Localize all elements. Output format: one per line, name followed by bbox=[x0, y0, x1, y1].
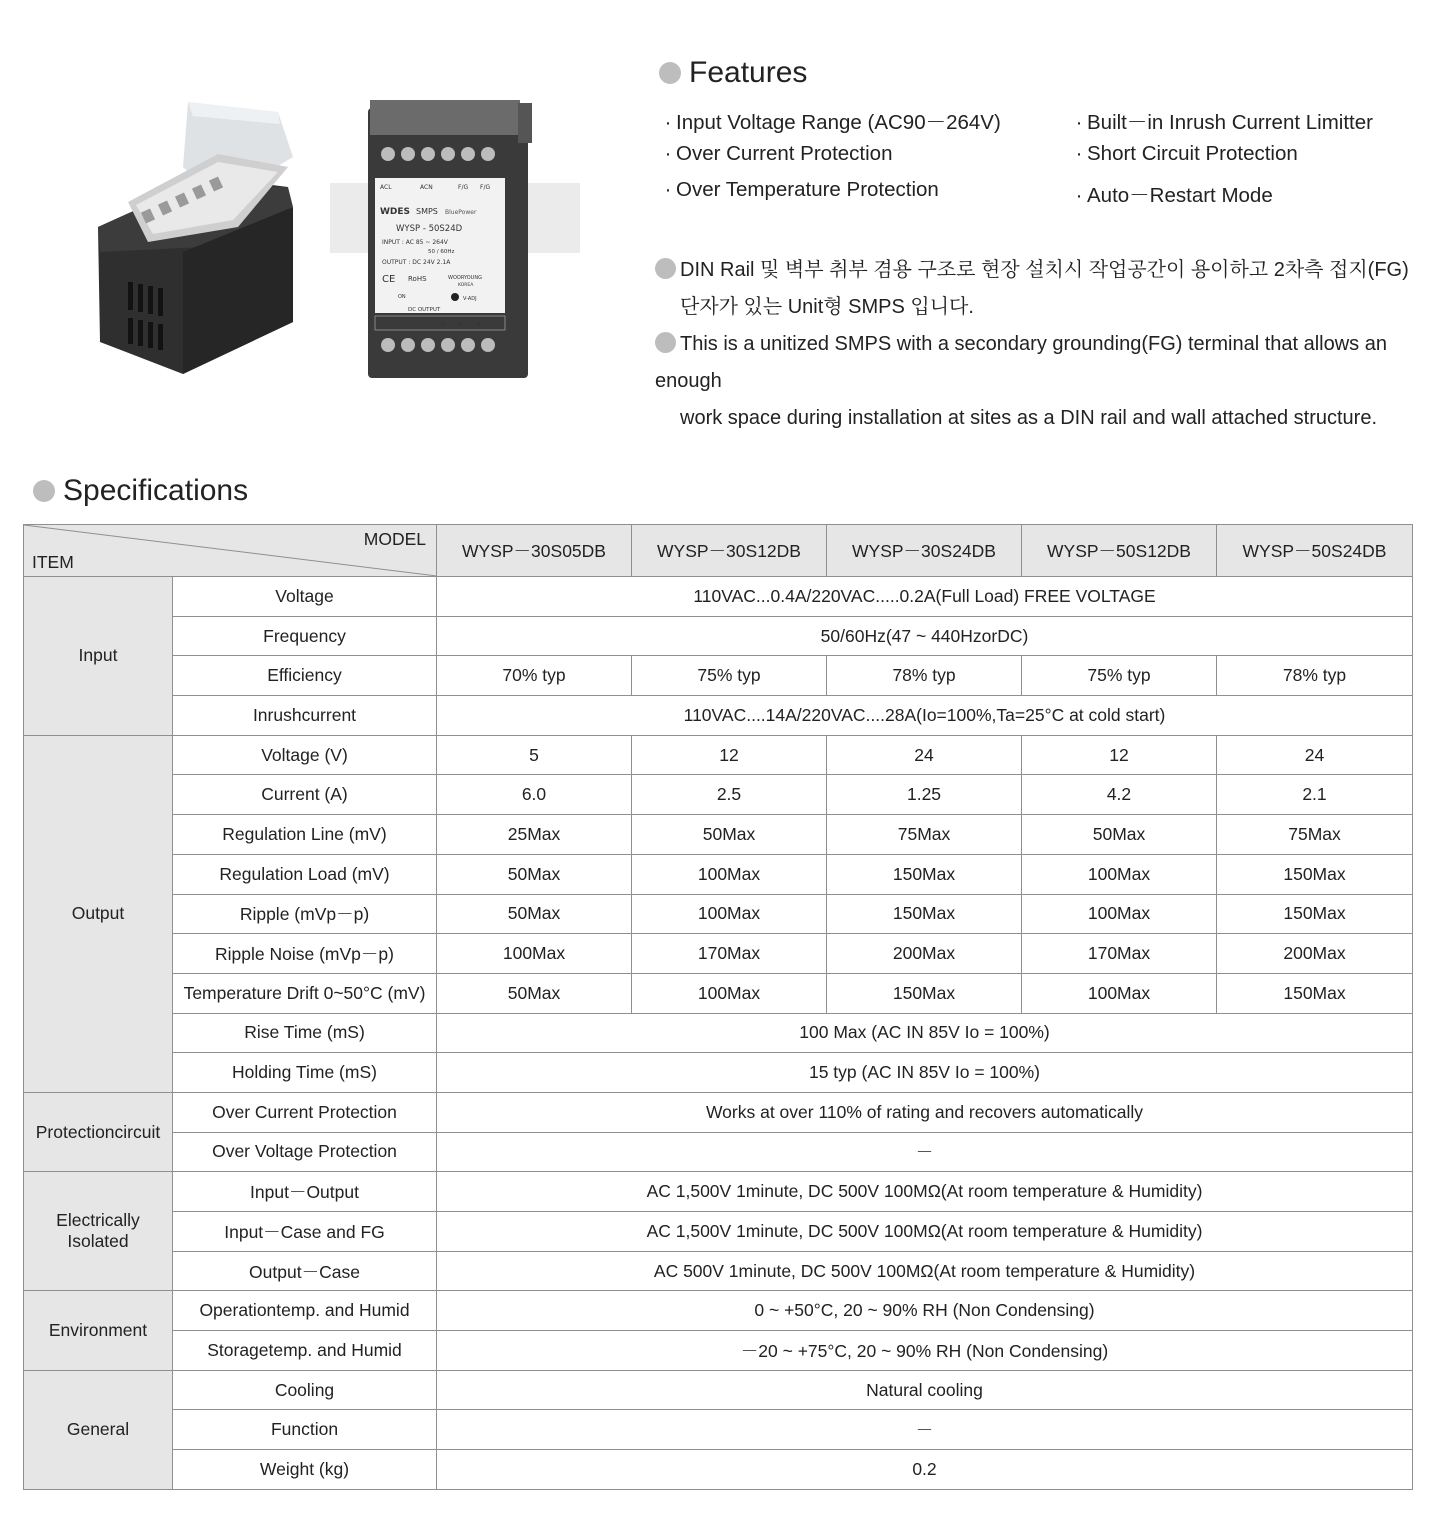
group-general: General bbox=[24, 1370, 173, 1489]
cell-value: 75Max bbox=[1217, 815, 1413, 855]
row-label: Storagetemp. and Humid bbox=[173, 1331, 437, 1371]
model-header: WYSP－30S12DB bbox=[632, 525, 827, 577]
row-label: Efficiency bbox=[173, 656, 437, 696]
label-dc-output: DC OUTPUT bbox=[408, 307, 441, 313]
cell-value: 100Max bbox=[1022, 973, 1217, 1013]
row-label: Weight (kg) bbox=[173, 1450, 437, 1490]
label-ce: CE bbox=[382, 274, 396, 285]
cell-value: 24 bbox=[827, 735, 1022, 775]
cell-value: 170Max bbox=[1022, 934, 1217, 974]
cell-value: 150Max bbox=[1217, 973, 1413, 1013]
group-isolated: Electrically Isolated bbox=[24, 1172, 173, 1291]
label-on: ON bbox=[398, 294, 406, 300]
cell-value: 100Max bbox=[1022, 894, 1217, 934]
cell-value: 100Max bbox=[632, 894, 827, 934]
row-label: Ripple (mVp－p) bbox=[173, 894, 437, 934]
row-value: AC 1,500V 1minute, DC 500V 100MΩ(At room temperature & Humidity) bbox=[437, 1172, 1413, 1212]
row-label: Cooling bbox=[173, 1370, 437, 1410]
specifications-title: Specifications bbox=[63, 474, 249, 507]
table-row bbox=[24, 1251, 1413, 1291]
label-input: INPUT : AC 85 ~ 264V bbox=[382, 239, 448, 246]
cell-value: 2.5 bbox=[632, 775, 827, 815]
cell-value: 100Max bbox=[437, 934, 632, 974]
table-row bbox=[24, 973, 1413, 1013]
cell-value: 150Max bbox=[1217, 894, 1413, 934]
table-row bbox=[24, 616, 1413, 656]
bullet-icon bbox=[33, 480, 55, 502]
table-row bbox=[24, 1331, 1413, 1371]
group-environment: Environment bbox=[24, 1291, 173, 1370]
feature-item: · Over Temperature Protection bbox=[664, 178, 939, 201]
model-header: WYSP－50S12DB bbox=[1022, 525, 1217, 577]
feature-item: · Built－in Inrush Current Limitter bbox=[1075, 111, 1373, 134]
row-value: Works at over 110% of rating and recovers automatically bbox=[437, 1092, 1413, 1132]
row-label: Rise Time (mS) bbox=[173, 1013, 437, 1053]
label-acn: ACN bbox=[420, 184, 433, 191]
table-row bbox=[24, 854, 1413, 894]
feature-item: · Short Circuit Protection bbox=[1075, 142, 1298, 165]
label-fg1: F/G bbox=[458, 184, 469, 191]
row-value: AC 500V 1minute, DC 500V 100MΩ(At room temperature & Humidity) bbox=[437, 1251, 1413, 1291]
label-series: BluePower bbox=[445, 209, 477, 216]
row-value: 110VAC....14A/220VAC....28A(Io=100%,Ta=25°C at cold start) bbox=[437, 696, 1413, 736]
table-row bbox=[24, 775, 1413, 815]
cell-value: 70% typ bbox=[437, 656, 632, 696]
row-label: Voltage bbox=[173, 577, 437, 617]
cell-value: 1.25 bbox=[827, 775, 1022, 815]
cell-value: 100Max bbox=[632, 973, 827, 1013]
table-row bbox=[24, 656, 1413, 696]
cell-value: 150Max bbox=[827, 894, 1022, 934]
row-value: Natural cooling bbox=[437, 1370, 1413, 1410]
cell-value: 6.0 bbox=[437, 775, 632, 815]
polarity-4: + bbox=[440, 320, 446, 328]
cell-value: 78% typ bbox=[1217, 656, 1413, 696]
row-label: Voltage (V) bbox=[173, 735, 437, 775]
cell-value: 78% typ bbox=[827, 656, 1022, 696]
description-english: This is a unitized SMPS with a secondary grounding(FG) terminal that allows an enough work space during installation at sites as a DIN rail and wall attached structure. bbox=[655, 333, 1387, 429]
table-row bbox=[24, 1013, 1413, 1053]
table-row bbox=[24, 1132, 1413, 1172]
vadj-knob-icon bbox=[451, 293, 459, 301]
table-row bbox=[24, 934, 1413, 974]
label-acl: ACL bbox=[380, 184, 392, 191]
label-output: OUTPUT : DC 24V 2.1A bbox=[382, 259, 451, 266]
cell-value: 25Max bbox=[437, 815, 632, 855]
cell-value: 5 bbox=[437, 735, 632, 775]
table-row bbox=[24, 815, 1413, 855]
cell-value: 150Max bbox=[1217, 854, 1413, 894]
product-image-wall-mount bbox=[88, 92, 318, 382]
cell-value: 12 bbox=[632, 735, 827, 775]
cell-value: 200Max bbox=[1217, 934, 1413, 974]
row-value: AC 1,500V 1minute, DC 500V 100MΩ(At room temperature & Humidity) bbox=[437, 1212, 1413, 1252]
polarity-2: － bbox=[402, 320, 409, 328]
table-row bbox=[24, 1370, 1413, 1410]
row-label: Regulation Line (mV) bbox=[173, 815, 437, 855]
cell-value: 50Max bbox=[632, 815, 827, 855]
label-model: WYSP - 50S24D bbox=[396, 224, 463, 234]
label-freq: 50 / 60Hz bbox=[428, 249, 455, 255]
cell-value: 200Max bbox=[827, 934, 1022, 974]
row-value: － bbox=[437, 1132, 1413, 1172]
row-value: －20 ~ +75°C, 20 ~ 90% RH (Non Condensing) bbox=[437, 1331, 1413, 1371]
feature-item: · Over Current Protection bbox=[664, 142, 893, 165]
label-smps: SMPS bbox=[416, 207, 438, 216]
row-value: 0 ~ +50°C, 20 ~ 90% RH (Non Condensing) bbox=[437, 1291, 1413, 1331]
cell-value: 4.2 bbox=[1022, 775, 1217, 815]
table-row bbox=[24, 894, 1413, 934]
model-header: WYSP－30S24DB bbox=[827, 525, 1022, 577]
polarity-5: + bbox=[458, 320, 464, 328]
table-row bbox=[24, 1450, 1413, 1490]
polarity-6: + bbox=[476, 320, 482, 328]
row-label: Frequency bbox=[173, 616, 437, 656]
cell-value: 12 bbox=[1022, 735, 1217, 775]
model-header: WYSP－30S05DB bbox=[437, 525, 632, 577]
label-maker: WOORYOUNG bbox=[448, 275, 482, 281]
table-row bbox=[24, 1212, 1413, 1252]
cell-value: 50Max bbox=[437, 854, 632, 894]
row-label: Holding Time (mS) bbox=[173, 1053, 437, 1093]
row-label: Output－Case bbox=[173, 1251, 437, 1291]
description-korean: DIN Rail 및 벽부 취부 겸용 구조로 현장 설치시 작업공간이 용이하고 2차측 접지(FG) 단자가 있는 Unit형 SMPS 입니다. bbox=[655, 252, 1409, 326]
label-country: KOREA bbox=[458, 283, 474, 288]
row-value: － bbox=[437, 1410, 1413, 1450]
row-label: Current (A) bbox=[173, 775, 437, 815]
row-label: Regulation Load (mV) bbox=[173, 854, 437, 894]
bullet-icon bbox=[659, 62, 681, 84]
cell-value: 100Max bbox=[1022, 854, 1217, 894]
table-row bbox=[24, 1410, 1413, 1450]
group-protection: Protectioncircuit bbox=[24, 1092, 173, 1171]
cell-value: 100Max bbox=[632, 854, 827, 894]
cell-value: 50Max bbox=[437, 894, 632, 934]
cell-value: 24 bbox=[1217, 735, 1413, 775]
cell-value: 75% typ bbox=[632, 656, 827, 696]
features-title: Features bbox=[689, 56, 808, 89]
table-row bbox=[24, 577, 1413, 617]
bullet-icon bbox=[655, 258, 676, 279]
row-label: Over Current Protection bbox=[173, 1092, 437, 1132]
table-row bbox=[24, 1291, 1413, 1331]
row-label: Ripple Noise (mVp－p) bbox=[173, 934, 437, 974]
row-label: Over Voltage Protection bbox=[173, 1132, 437, 1172]
table-header-row bbox=[24, 525, 1413, 577]
bullet-icon bbox=[655, 332, 676, 353]
row-label: Input－Output bbox=[173, 1172, 437, 1212]
cell-value: 50Max bbox=[1022, 815, 1217, 855]
group-input: Input bbox=[24, 577, 173, 736]
row-value: 15 typ (AC IN 85V Io = 100%) bbox=[437, 1053, 1413, 1093]
product-image-din-rail bbox=[330, 88, 580, 388]
row-label: Function bbox=[173, 1410, 437, 1450]
polarity-1: － bbox=[384, 320, 391, 328]
label-rohs: RoHS bbox=[408, 275, 427, 283]
table-row bbox=[24, 696, 1413, 736]
cell-value: 2.1 bbox=[1217, 775, 1413, 815]
table-row bbox=[24, 1053, 1413, 1093]
row-value: 110VAC...0.4A/220VAC.....0.2A(Full Load) FREE VOLTAGE bbox=[437, 577, 1413, 617]
polarity-3: － bbox=[420, 320, 427, 328]
row-label: Input－Case and FG bbox=[173, 1212, 437, 1252]
label-vadj: V-ADJ bbox=[463, 296, 477, 302]
label-fg2: F/G bbox=[480, 184, 491, 191]
features-heading bbox=[659, 56, 807, 90]
specifications-table bbox=[23, 524, 1413, 1490]
table-row bbox=[24, 1092, 1413, 1132]
row-value: 100 Max (AC IN 85V Io = 100%) bbox=[437, 1013, 1413, 1053]
group-output: Output bbox=[24, 735, 173, 1092]
model-item-corner: MODEL ITEM bbox=[24, 525, 437, 577]
label-brand: WDES bbox=[380, 207, 411, 217]
cell-value: 170Max bbox=[632, 934, 827, 974]
row-label: Operationtemp. and Humid bbox=[173, 1291, 437, 1331]
row-label: Inrushcurrent bbox=[173, 696, 437, 736]
model-header: WYSP－50S24DB bbox=[1217, 525, 1413, 577]
row-label: Temperature Drift 0~50°C (mV) bbox=[173, 973, 437, 1013]
row-value: 0.2 bbox=[437, 1450, 1413, 1490]
cell-value: 150Max bbox=[827, 973, 1022, 1013]
feature-item: · Input Voltage Range (AC90－264V) bbox=[664, 111, 1001, 134]
table-row bbox=[24, 735, 1413, 775]
cell-value: 50Max bbox=[437, 973, 632, 1013]
cell-value: 75% typ bbox=[1022, 656, 1217, 696]
specifications-heading bbox=[33, 474, 248, 508]
cell-value: 75Max bbox=[827, 815, 1022, 855]
table-row bbox=[24, 1172, 1413, 1212]
feature-item: · Auto－Restart Mode bbox=[1075, 184, 1273, 207]
cell-value: 150Max bbox=[827, 854, 1022, 894]
row-value: 50/60Hz(47 ~ 440HzorDC) bbox=[437, 616, 1413, 656]
